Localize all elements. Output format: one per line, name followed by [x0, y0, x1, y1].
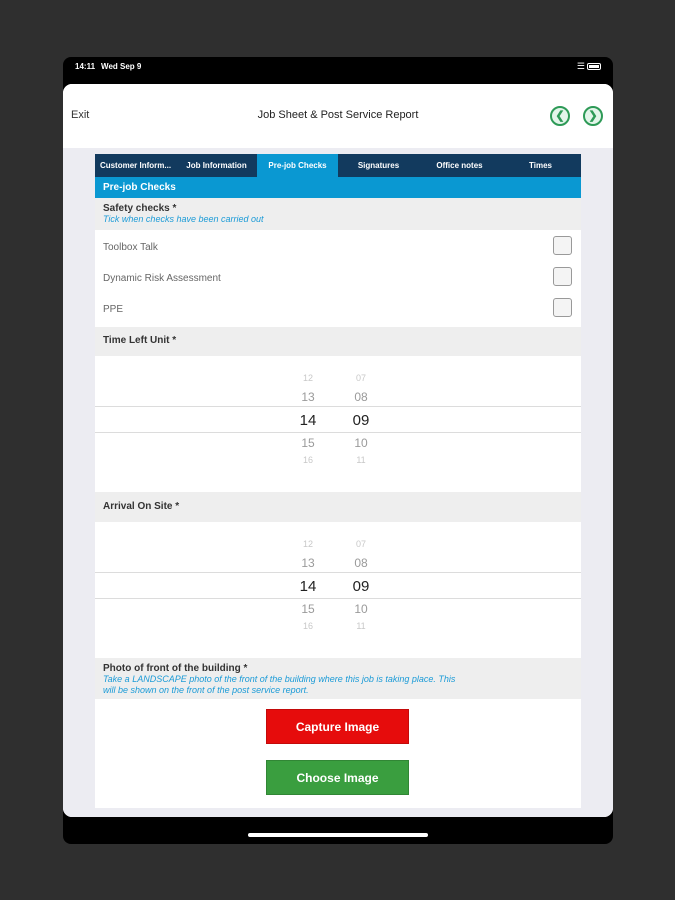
status-date: Wed Sep 9: [101, 62, 142, 71]
exit-button[interactable]: Exit: [71, 109, 90, 121]
photo-actions: [95, 699, 581, 808]
picker-minute-item[interactable]: 08: [354, 390, 368, 404]
wifi-icon: ☰: [576, 61, 585, 71]
safety-checks-title: Safety checks *: [103, 203, 177, 214]
picker-hour-selected[interactable]: 14: [299, 412, 317, 429]
status-bar: [63, 57, 613, 81]
picker-hour-item[interactable]: 12: [302, 373, 313, 383]
choose-image-button[interactable]: Choose Image: [266, 760, 409, 795]
arrival-title: Arrival On Site *: [103, 501, 180, 512]
check-label: Toolbox Talk: [103, 242, 158, 253]
form-content: [63, 148, 613, 817]
check-label: PPE: [103, 304, 124, 315]
form-panel: [95, 154, 581, 808]
picker-minute-item[interactable]: 10: [354, 436, 368, 450]
picker-line: [95, 572, 581, 573]
section-title: Pre-job Checks: [95, 177, 581, 198]
picker-hour-item[interactable]: 15: [301, 602, 315, 616]
home-indicator[interactable]: [248, 833, 428, 837]
check-row-dynamic-risk: [95, 263, 581, 294]
photo-hint-line1: Take a LANDSCAPE photo of the front of the building where this job is taking place. This: [103, 674, 456, 684]
safety-checks-hint: Tick when checks have been carried out: [103, 214, 264, 224]
chevron-left-icon[interactable]: ❮: [550, 106, 570, 126]
check-label: Dynamic Risk Assessment: [103, 273, 221, 284]
tab-job-information[interactable]: Job Information: [186, 161, 247, 170]
picker-line: [95, 406, 581, 407]
tab-office-notes[interactable]: Office notes: [436, 161, 483, 170]
picker-minute-item[interactable]: 11: [356, 455, 366, 465]
picker-minute-item[interactable]: 11: [356, 621, 366, 631]
dynamic-risk-assessment-checkbox[interactable]: [553, 267, 572, 286]
tab-bar: [95, 154, 581, 177]
picker-hour-item[interactable]: 16: [302, 455, 313, 465]
status-time: 14:11 Wed Sep 9: [75, 62, 142, 71]
picker-line: [95, 598, 581, 599]
chevron-right-icon[interactable]: ❯: [583, 106, 603, 126]
time-left-picker[interactable]: [95, 356, 581, 492]
device-frame: [63, 57, 613, 844]
battery-icon: [587, 63, 601, 70]
ppe-checkbox[interactable]: [553, 298, 572, 317]
photo-header: [95, 658, 581, 699]
picker-hour-selected[interactable]: 14: [299, 578, 317, 595]
nav-bar: [63, 84, 613, 148]
safety-checks-header: [95, 198, 581, 230]
picker-hour-item[interactable]: 13: [301, 390, 315, 404]
picker-line: [95, 432, 581, 433]
tab-customer-information[interactable]: Customer Inform...: [99, 161, 172, 170]
check-row-toolbox-talk: [95, 232, 581, 263]
tab-pre-job-checks[interactable]: Pre-job Checks: [257, 154, 338, 177]
time-left-title: Time Left Unit *: [103, 335, 177, 346]
arrival-header: [95, 492, 581, 522]
capture-image-button[interactable]: Capture Image: [266, 709, 409, 744]
picker-minute-item[interactable]: 07: [355, 373, 366, 383]
picker-hour-item[interactable]: 12: [302, 539, 313, 549]
photo-title: Photo of front of the building *: [103, 663, 248, 674]
picker-minute-selected[interactable]: 09: [352, 578, 370, 595]
check-row-ppe: [95, 294, 581, 325]
picker-hour-item[interactable]: 13: [301, 556, 315, 570]
picker-minute-item[interactable]: 08: [354, 556, 368, 570]
photo-hint-line2: will be shown on the front of the post service report.: [103, 685, 309, 695]
page-title: Job Sheet & Post Service Report: [257, 109, 419, 121]
picker-hour-item[interactable]: 16: [302, 621, 313, 631]
picker-minute-item[interactable]: 07: [355, 539, 366, 549]
toolbox-talk-checkbox[interactable]: [553, 236, 572, 255]
time-left-header: [95, 327, 581, 356]
tab-signatures[interactable]: Signatures: [357, 161, 400, 170]
tab-times[interactable]: Times: [529, 161, 552, 170]
modal-sheet: [63, 84, 613, 817]
picker-hour-item[interactable]: 15: [301, 436, 315, 450]
picker-minute-item[interactable]: 10: [354, 602, 368, 616]
arrival-picker[interactable]: [95, 522, 581, 658]
picker-minute-selected[interactable]: 09: [352, 412, 370, 429]
